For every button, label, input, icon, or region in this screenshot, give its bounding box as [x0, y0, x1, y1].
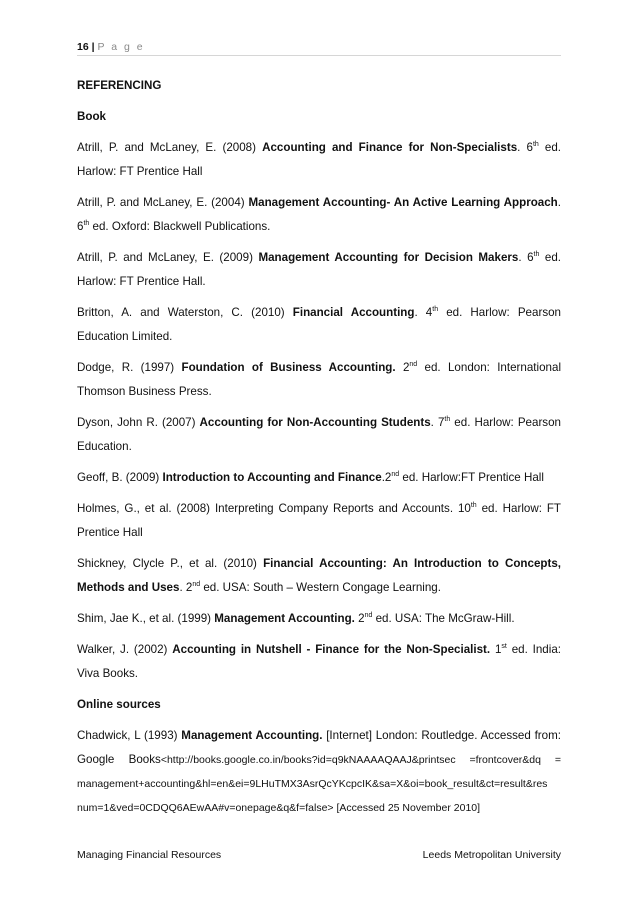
reference-entry: Britton, A. and Waterston, C. (2010) Financial Accounting. 4th ed. Harlow: Pearson Education Limited.: [77, 306, 562, 343]
online-reference: Chadwick, L (1993) Management Accounting. [Internet] London: Routledge. Accessed from: Google Books<http://books.google.co.in/books?id=q9kNAAAAQAAJ&printsec =frontcover&dq = management+accounting&hl=en&ei=9LHuTMX3AsrQcYKcpcIK&sa=X&oi=book_result&ct=result&res num=1&ved=0CDQQ6AEwAA#v=onepage&q&f=false> [Accessed 25 November 2010]: [77, 729, 561, 814]
reference-entry: Shim, Jae K., et al. (1999) Management Accounting. 2nd ed. USA: The McGraw-Hill.: [77, 612, 515, 625]
reference-entry: Atrill, P. and McLaney, E. (2009) Management Accounting for Decision Makers. 6th ed. Harlow: FT Prentice Hall.: [77, 251, 562, 288]
reference-entry: Holmes, G., et al. (2008) Interpreting Company Reports and Accounts. 10th ed. Harlow: FT Prentice Hall: [77, 502, 562, 539]
online-sources-heading: Online sources: [77, 698, 161, 711]
reference-entry: Dodge, R. (1997) Foundation of Business Accounting. 2nd ed. London: International Thomson Business Press.: [77, 361, 562, 398]
page-header: [77, 41, 561, 53]
page-separator: |: [91, 41, 95, 53]
reference-entry: Geoff, B. (2009) Introduction to Accounting and Finance.2nd ed. Harlow:FT Prentice Hall: [77, 471, 544, 484]
book-heading: Book: [77, 110, 106, 123]
footer-university: Leeds Metropolitan University: [422, 849, 561, 861]
header-rule: [77, 55, 561, 56]
reference-entry: Atrill, P. and McLaney, E. (2004) Management Accounting- An Active Learning Approach. 6th ed. Oxford: Blackwell Publications.: [77, 196, 562, 233]
reference-entry: Dyson, John R. (2007) Accounting for Non-Accounting Students. 7th ed. Harlow: Pearson Education.: [77, 416, 562, 453]
reference-entry: Atrill, P. and McLaney, E. (2008) Accounting and Finance for Non-Specialists. 6th ed. Harlow: FT Prentice Hall: [77, 141, 562, 178]
footer-course: Managing Financial Resources: [77, 849, 222, 861]
reference-entry: Shickney, Clycle P., et al. (2010) Financial Accounting: An Introduction to Concepts, Methods and Uses. 2nd ed. USA: South – Western Congage Learning.: [77, 557, 561, 594]
page-label: P a g e: [97, 41, 145, 53]
online-url[interactable]: <http://books.google.co.in/books?id=q9kNAAAAQAAJ&printsec =frontcover&dq = management+accounting&hl=en&ei=9LHuTMX3AsrQcYKcpcIK&sa=X&oi=book_result&ct=result&res num=1&ved=0CDQQ6AEwAA#v=onepage&q&f=false> [Accessed 25 November 2010]: [77, 754, 561, 814]
references-content: [77, 74, 561, 827]
page-footer: [77, 849, 561, 861]
referencing-heading: REFERENCING: [77, 79, 162, 92]
page-number: 16: [77, 41, 89, 53]
reference-entry: Walker, J. (2002) Accounting in Nutshell - Finance for the Non-Specialist. 1st ed. India: Viva Books.: [77, 643, 561, 680]
book-references: [77, 136, 561, 686]
